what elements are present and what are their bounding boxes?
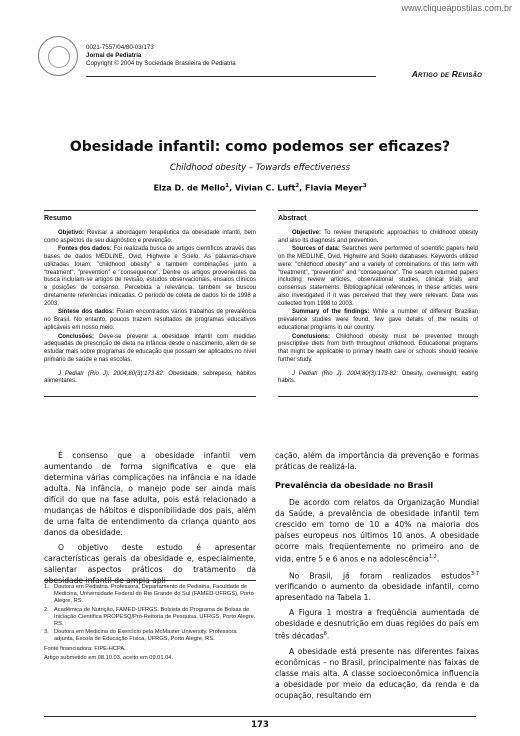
footnote [44,607,256,629]
text: No Brasil, já foram realizados estudos [289,571,471,581]
keywords: Obesidade, sobrepeso, hábitos alimentares. [44,370,256,385]
article-title: Obesidade infantil: como podemos ser eficazes? [69,139,451,155]
journal-name: Jornal de Pediatria [86,52,142,59]
box-bottom-rule [44,396,256,397]
abstract-heading: Abstract [278,215,307,222]
author-name: Vivian C. Luft [234,183,296,193]
section-heading: Prevalência da obesidade no Brasil [275,481,434,490]
abstract-box [278,210,478,387]
journal-code: 0021-7557/04/80-03/173 [86,44,154,51]
footnote-number: 1. [44,584,49,590]
body-paragraph: cação, além da importância da prevenção e formas práticas de realizá-la. [275,451,479,471]
text: Foi realizada busca de artigos científicos através das bases de dados MEDLINE, Ovid, Highwire e Scielo. As palavras-chave utilizadas foram: "childhood obesity" e também combinações junto a "treatment", "prevention" e "consequence". Dentre os artigos provenientes da busca incluíam-se artigos de revisão, estudos observacionais, ensaios clínicos e posições de consenso. Percebida a relevância, também se buscou diretamente referências indicadas. O período de coleta de dados foi de 1998 a 2003. [44,246,256,307]
author-affiliation-mark: 3 [362,183,367,189]
body-paragraph: O objetivo deste estudo é apresentar características gerais da obesidade e, especialmente, salientar aspectos práticos do tratamento da obesidade infantil de ampla apli- [44,543,256,585]
abstract-summary [278,309,478,332]
text: Revisar a abordagem terapêutica da obesidade infantil, bem como aspectos de seu diagnóstico e prevenção. [44,229,256,244]
text: To review therapeutic approaches to childhood obesity and also its diagnosis and prevention. [278,229,478,244]
footnote-rule [44,580,256,581]
text: . [326,631,330,641]
header-rule [86,76,376,77]
journal-info [86,44,236,68]
society-seal-logo [38,36,78,76]
resumo-box [44,210,256,387]
author-name: Flavia Meyer [305,183,363,193]
citation: J Pediatr (Rio J). 2004;80(3):173-82: [292,370,398,377]
footnote [44,629,256,643]
label: Fontes dos dados: [58,246,112,253]
author-separator: , [229,183,235,193]
reference-mark: 1,2 [428,554,437,560]
label: Summary of the findings: [292,309,370,316]
label: Conclusions: [292,333,331,340]
body-paragraph: É consenso que a obesidade infantil vem aumentando de forma significativa e que ela determina várias complicações na infância e na idade adulta. Na infância, o manejo pode ser ainda mais difícil do que na fase adulta, pois está relacionado a mudanças de hábitos e disponibilidade dos pais, além de uma falta de entendimento da criança quanto aos danos da obesidade. [44,451,256,537]
box-top-rule [44,210,256,211]
abstract-citation [278,371,478,387]
author-separator: , [299,183,305,193]
resumo-objetivo [44,230,256,246]
text: Childhood obesity must be prevented through prescriptive diets from birth throughout childhood. Educational programs that might be applicable to primary health care or schools should receive further study. [278,333,478,363]
resumo-conclusoes [44,334,256,365]
author-affiliation-mark: 2 [295,183,300,189]
author-name: Elza D. de Mello [153,183,226,193]
reference-mark: 3-7 [470,570,479,577]
body-paragraph [275,497,479,565]
footnote-text: Acadêmica de Nutrição, FAMED-UFRGS. Bolsista do Programa de Bolsas de Iniciação Científica PROPESQ/Pró-Reitoria de Pesquisa, UFRGS, Porto Alegre, RS. [54,606,256,628]
text: De acordo com relatos da Organização Mundial da Saúde, a prevalência de obesidade infantil tem crescido em torno de 10 a 40% na maioria dos países europeus nos últimos 10 anos. A obesidade ocorre mais freqüentemente no primeiro ano de vida, entre 5 e 6 anos e na adolescência [275,498,479,564]
footnotes [44,584,256,662]
author-affiliation-mark: 1 [225,183,230,189]
label: Objective: [292,229,322,236]
reference-mark: 8 [323,631,327,638]
text: While a number of different Brazilian prevalence studies were found, few gave details of the results of educational programs in our country. [278,309,478,331]
watermark: www.cliqueapostilas.com.br [401,3,512,13]
body-paragraph [275,569,479,604]
footnote-number: 3. [44,629,49,636]
author-list [0,183,520,193]
footnote [44,584,256,606]
abstract-sources [278,246,478,308]
body-column-right [275,450,479,705]
page-number: 173 [251,720,269,730]
journal-copyright: Copyright © 2004 by Sociedade Brasileira de Pediatria [86,60,236,67]
text: Deve-se prevenir a obesidade infantil com medidas adequadas de prescrição de dieta na infância desde o nascimento, além de se estudar mais sobre programas de educação que possam ser aplicados no nível primário de saúde e nas escolas. [44,333,256,363]
text: verificando o aumento da obesidade infantil, como apresentado na Tabela 1. [275,582,479,603]
footnote-text: Doutora em Medicina do Exercício pela McMaster University. Professora adjunta, Escola de Educação Física, UFRGS, Porto Alegre, RS. [54,629,237,643]
label: Conclusões: [58,333,95,340]
funding-note: Fonte financiadora: FIPE-HCPA. [44,645,126,652]
label: Síntese dos dados: [58,309,115,316]
abstract-conclusions [278,334,478,365]
submission-note: Artigo submetido em 08.10.03, aceito em 09.01.04. [44,654,173,661]
text: . [436,554,440,564]
footnote-number: 2. [44,606,49,613]
resumo-fontes [44,246,256,308]
text: A Figura 1 mostra a freqüência aumentada de obesidade e desnutrição em duas regiões do país em três décadas [275,608,479,641]
footnote-text: Doutora em Pediatria. Professora, Departamento de Pediatria, Faculdade de Medicina, Universidade Federal do Rio Grande do Sul (FAMED-UFRGS), Porto Alegre, RS. [54,584,254,605]
text: Searches were performed of scientific papers held on the MEDLINE, Ovid, Highwire and Scielo databases. Keywords utilized were: "childhood obesity" and a variety of combinations of this term with "treatment", "prevention" and "consequence". The search returned papers including review articles, observational studies, clinical trials and consensus statements. Bibliographical references in these articles were also investigated if it was perceived that they were relevant. Data was collected from 1998 to 2003. [278,246,478,307]
page-footer-rule [44,716,476,717]
resumo-sintese [44,309,256,332]
keywords: Obesity, overweight, eating habits. [278,370,478,385]
box-top-rule [278,210,478,211]
abstract-objective [278,230,478,246]
resumo-citation [44,371,256,387]
label: Sources of data: [292,246,340,253]
section-label: Artigo de Revisão [411,69,482,79]
body-paragraph [275,607,479,642]
citation: J Pediatr (Rio J). 2004;80(3):173-82: [58,370,165,377]
box-bottom-rule [278,396,478,397]
label: Objetivo: [58,229,85,236]
body-column-left [44,450,256,590]
resumo-heading: Resumo [44,215,72,222]
article-subtitle: Childhood obesity – Towards effectiveness [169,163,351,173]
body-paragraph: A obesidade está presente nas diferentes faixas econômicas – no Brasil, principalmente nas faixas de classe mais alta. A classe socioeconômica influencia a obesidade por meio da educação, da renda e da ocupação, resultando em [275,646,479,700]
text: Foram encontrados vários trabalhos de prevalência no Brasil. No entanto, poucos trazem resultados de programas educativos aplicáveis em nosso meio. [44,309,256,331]
